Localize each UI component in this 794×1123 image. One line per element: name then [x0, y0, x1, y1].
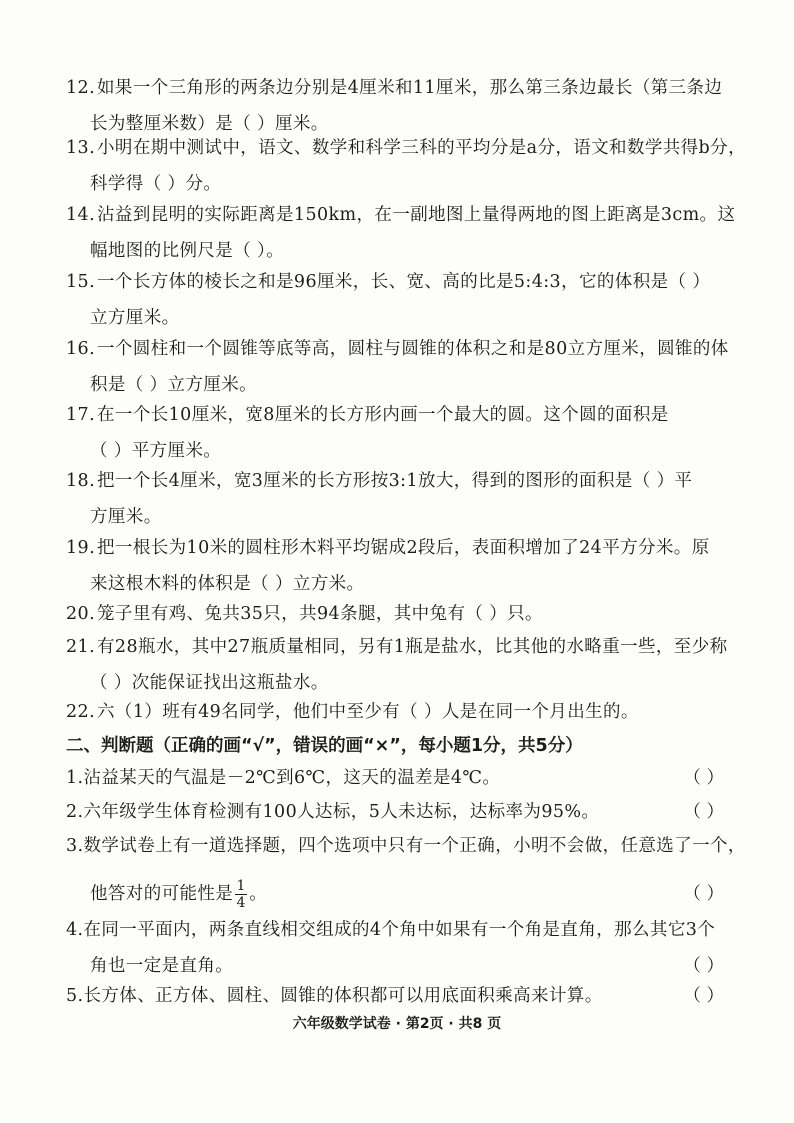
- judge-item-4: 4.在同一平面内，两条直线相交组成的4个角中如果有一个角是直角，那么其它3个 角也一定是直角。 （ ）: [66, 912, 730, 984]
- section-2-title: 二、判断题（正确的画“√”，错误的画“×”，每小题1分，共5分）: [66, 736, 583, 756]
- question-14: 14. 沾益到昆明的实际距离是150km，在一副地图上量得两地的图上距离是3cm。这 幅地图的比例尺是（ ）。: [66, 205, 736, 261]
- judge-item-2: 2.六年级学生体育检测有100人达标，5人未达标，达标率为95%。 （ ）: [66, 794, 730, 830]
- answer-paren[interactable]: （ ）: [683, 956, 724, 976]
- question-12: 12. 如果一个三角形的两条边分别是4厘米和11厘米，那么第三条边最长（第三条边 长为整厘米数）是（ ）厘米。: [66, 78, 723, 134]
- question-17: 17. 在一个长10厘米，宽8厘米的长方形内画一个最大的圆。这个圆的面积是 （ ）平方厘米。: [66, 405, 669, 461]
- judge-item-1: 1.沾益某天的气温是－2℃到6℃，这天的温差是4℃。 （ ）: [66, 760, 730, 796]
- answer-paren[interactable]: （ ）: [683, 884, 724, 904]
- question-19: 19. 把一根长为10米的圆柱形木料平均锯成2段后，表面积增加了24平方分米。原 来这根木料的体积是（ ）立方米。: [66, 538, 710, 594]
- question-21: 21. 有28瓶水，其中27瓶质量相同，另有1瓶是盐水，比其他的水略重一些，至少称 （ ）次能保证找出这瓶盐水。: [66, 637, 728, 693]
- question-15: 15. 一个长方体的棱长之和是96厘米，长、宽、高的比是5:4:3，它的体积是（ ） 立方厘米。: [66, 272, 711, 328]
- question-22: 22. 六（1）班有49名同学，他们中至少有（ ）人是在同一个月出生的。: [66, 702, 639, 722]
- judge-item-5: 5.长方体、正方体、圆柱、圆锥的体积都可以用底面积乘高来计算。 （ ）: [66, 978, 730, 1014]
- answer-paren[interactable]: （ ）: [683, 768, 724, 788]
- answer-paren[interactable]: （ ）: [683, 802, 724, 822]
- answer-paren[interactable]: （ ）: [683, 986, 724, 1006]
- question-16: 16. 一个圆柱和一个圆锥等底等高，圆柱与圆锥的体积之和是80立方厘米，圆锥的体 积是（ ）立方厘米。: [66, 339, 729, 395]
- judge-item-3: 3.数学试卷上有一道选择题，四个选项中只有一个正确，小明不会做，任意选了一个， 他答对的可能性是 $\frac{1}{4}$ 。 （ ）: [66, 836, 746, 911]
- question-13: 13. 小明在期中测试中，语文、数学和科学三科的平均分是a分，语文和数学共得b分， 科学得（ ）分。: [66, 138, 746, 194]
- fraction-one-quarter: $\frac{1}{4}$: [236, 878, 246, 911]
- page-footer: 六年级数学试卷 · 第2页 · 共8 页: [292, 1016, 502, 1032]
- question-18: 18. 把一个长4厘米，宽3厘米的长方形按3:1放大，得到的图形的面积是（ ）平 方厘米。: [66, 471, 693, 527]
- question-20: 20. 笼子里有鸡、兔共35只，共94条腿，其中兔有（ ）只。: [66, 604, 543, 624]
